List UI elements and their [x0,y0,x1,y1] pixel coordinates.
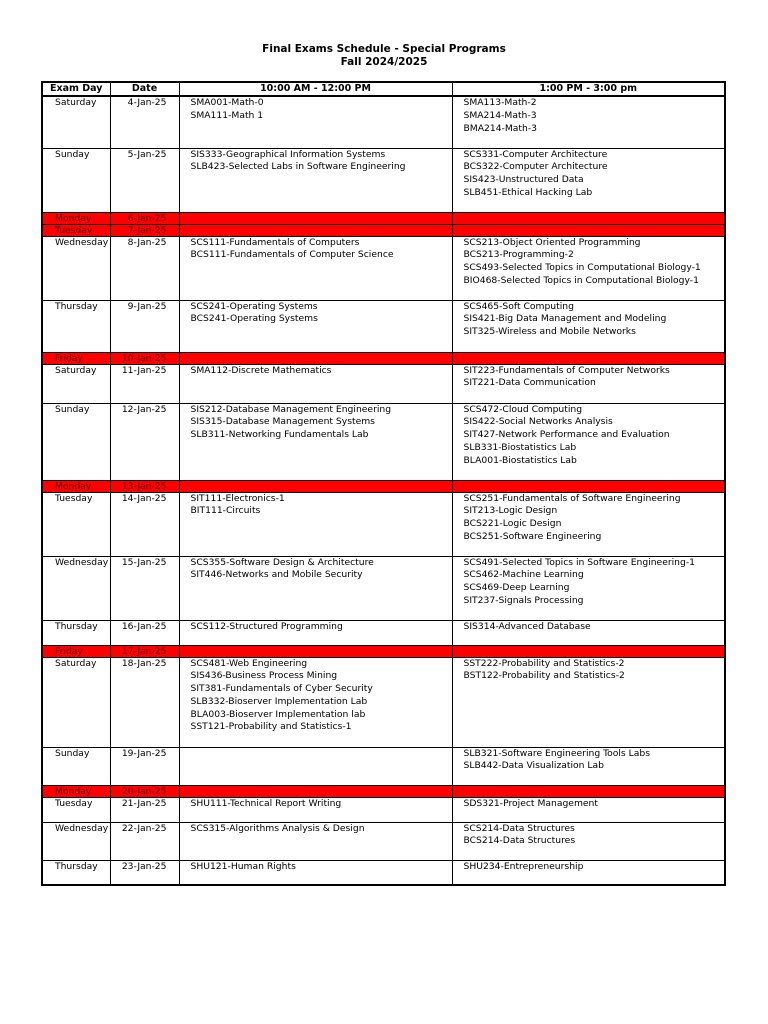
course-entry: SCS355-Software Design & Architecture [190,556,374,568]
afternoon-slot-cell [452,822,725,860]
holiday-row [42,480,725,492]
course-entry: SCS251-Fundamentals of Software Engineering [463,492,681,504]
course-entry: SIT223-Fundamentals of Computer Networks [463,364,670,376]
course-entry: SIT221-Data Communication [463,377,596,389]
morning-slot-cell [179,620,452,645]
course-entry: SHU234-Entrepreneurship [463,860,584,872]
exam-date-cell: 10-Jan-25 [110,352,179,364]
course-entry: SLB451-Ethical Hacking Lab [463,186,593,198]
afternoon-slot-cell [452,224,725,236]
holiday-row [42,645,725,657]
morning-slot-cell [179,212,452,224]
course-entry: SCS472-Cloud Computing [463,403,583,415]
exam-date-cell: 21-Jan-25 [110,797,179,822]
exam-row [42,556,725,620]
afternoon-slot-cell [452,797,725,822]
course-entry: SCS214-Data Structures [463,822,575,834]
exam-date-cell: 14-Jan-25 [110,492,179,556]
course-entry: SMA112-Discrete Mathematics [190,364,332,376]
course-entry: SCS241-Operating Systems [190,300,318,312]
exam-day-cell: Wednesday [42,236,110,300]
exam-date-cell: 4-Jan-25 [110,96,179,148]
course-entry: SIS421-Big Data Management and Modeling [463,313,667,325]
course-entry: SIT213-Logic Design [463,505,558,517]
afternoon-slot-cell [452,785,725,797]
holiday-row [42,352,725,364]
course-entry: BLA003-Bioserver Implementation lab [190,708,366,720]
exam-row [42,747,725,785]
exam-day-cell: Saturday [42,657,110,747]
course-entry: BCS251-Software Engineering [463,530,602,542]
morning-slot-cell [179,797,452,822]
afternoon-slot-cell [452,236,725,300]
course-entry: SLB331-Biostatistics Lab [463,441,577,453]
afternoon-slot-cell [452,352,725,364]
afternoon-slot-cell [452,747,725,785]
course-entry: SIS212-Database Management Engineering [190,403,392,415]
course-entry: SLB321-Software Engineering Tools Labs [463,747,650,759]
course-entry: SST222-Probability and Statistics-2 [463,657,625,669]
exam-day-cell: Sunday [42,148,110,212]
exam-row [42,403,725,480]
course-entry: SLB442-Data Visualization Lab [463,760,604,772]
course-entry: SCS315-Algorithms Analysis & Design [190,822,365,834]
header-morning-slot: 10:00 AM - 12:00 PM [179,82,452,96]
course-entry: BCS322-Computer Architecture [463,161,608,173]
exam-day-cell: Friday [42,645,110,657]
exam-date-cell: 19-Jan-25 [110,747,179,785]
course-entry: SLB423-Selected Labs in Software Engineering [190,161,406,173]
afternoon-slot-cell [452,403,725,480]
exam-schedule-table [41,81,726,886]
exam-date-cell: 7-Jan-25 [110,224,179,236]
exam-date-cell: 6-Jan-25 [110,212,179,224]
course-entry: SLB332-Bioserver Implementation Lab [190,695,368,707]
morning-slot-cell [179,352,452,364]
exam-day-cell: Saturday [42,96,110,148]
course-entry: SMA111-Math 1 [190,109,264,121]
page-subtitle: Fall 2024/2025 [340,56,428,68]
exam-row [42,96,725,148]
course-entry: BCS213-Programming-2 [463,249,574,261]
morning-slot-cell [179,492,452,556]
course-entry: SCS493-Selected Topics in Computational Biology-1 [463,262,701,274]
exam-date-cell: 13-Jan-25 [110,480,179,492]
morning-slot-cell [179,224,452,236]
afternoon-slot-cell [452,480,725,492]
exam-row [42,492,725,556]
course-entry: BIO468-Selected Topics in Computational Biology-1 [463,274,699,286]
course-entry: BCS214-Data Structures [463,835,576,847]
course-entry: SIS314-Advanced Database [463,620,591,632]
exam-day-cell: Thursday [42,620,110,645]
course-entry: SIT427-Network Performance and Evaluation [463,429,670,441]
schedule-body [42,96,725,885]
exam-day-cell: Thursday [42,300,110,352]
course-entry: SLB311-Networking Fundamentals Lab [190,429,369,441]
exam-day-cell: Tuesday [42,224,110,236]
afternoon-slot-cell [452,556,725,620]
exam-day-cell: Monday [42,480,110,492]
exam-row [42,860,725,885]
exam-day-cell: Monday [42,212,110,224]
exam-date-cell: 8-Jan-25 [110,236,179,300]
course-entry: SHU121-Human Rights [190,860,296,872]
exam-day-cell: Saturday [42,364,110,403]
morning-slot-cell [179,747,452,785]
course-entry: SCS213-Object Oriented Programming [463,236,641,248]
afternoon-slot-cell [452,492,725,556]
course-entry: SIS333-Geographical Information Systems [190,148,386,160]
morning-slot-cell [179,645,452,657]
course-entry: BIT111-Circuits [190,505,261,517]
course-entry: SCS111-Fundamentals of Computers [190,236,360,248]
exam-date-cell: 9-Jan-25 [110,300,179,352]
exam-date-cell: 20-Jan-25 [110,785,179,797]
header-exam-day: Exam Day [42,82,110,96]
exam-row [42,822,725,860]
morning-slot-cell [179,480,452,492]
course-entry: SIS422-Social Networks Analysis [463,416,613,428]
exam-row [42,300,725,352]
exam-row [42,620,725,645]
exam-date-cell: 11-Jan-25 [110,364,179,403]
exam-date-cell: 23-Jan-25 [110,860,179,885]
course-entry: BCS111-Fundamentals of Computer Science [190,249,394,261]
course-entry: SST121-Probability and Statistics-1 [190,721,352,733]
exam-row [42,657,725,747]
course-entry: BCS241-Operating Systems [190,313,318,325]
morning-slot-cell [179,236,452,300]
afternoon-slot-cell [452,645,725,657]
exam-date-cell: 12-Jan-25 [110,403,179,480]
morning-slot-cell [179,860,452,885]
course-entry: SIT381-Fundamentals of Cyber Security [190,683,373,695]
course-entry: SCS491-Selected Topics in Software Engineering-1 [463,556,695,568]
course-entry: SMA001-Math-0 [190,97,264,108]
morning-slot-cell [179,785,452,797]
course-entry: SIT237-Signals Processing [463,594,584,606]
exam-date-cell: 17-Jan-25 [110,645,179,657]
afternoon-slot-cell [452,620,725,645]
exam-day-cell: Monday [42,785,110,797]
course-entry: BCS221-Logic Design [463,518,562,530]
exam-row [42,148,725,212]
afternoon-slot-cell [452,860,725,885]
page-title: Final Exams Schedule - Special Programs [262,43,506,55]
exam-date-cell: 16-Jan-25 [110,620,179,645]
exam-day-cell: Thursday [42,860,110,885]
holiday-row [42,212,725,224]
morning-slot-cell [179,364,452,403]
afternoon-slot-cell [452,657,725,747]
morning-slot-cell [179,657,452,747]
header-row [42,82,725,96]
afternoon-slot-cell [452,212,725,224]
holiday-row [42,785,725,797]
course-entry: BST122-Probability and Statistics-2 [463,670,625,682]
afternoon-slot-cell [452,96,725,148]
exam-row [42,797,725,822]
course-entry: SCS465-Soft Computing [463,300,574,312]
course-entry: SIS315-Database Management Systems [190,416,375,428]
exam-row [42,236,725,300]
course-entry: SCS462-Machine Learning [463,569,584,581]
course-entry: SDS321-Project Management [463,797,598,809]
course-entry: BMA214-Math-3 [463,122,538,134]
exam-date-cell: 22-Jan-25 [110,822,179,860]
afternoon-slot-cell [452,300,725,352]
course-entry: SMA214-Math-3 [463,109,537,121]
afternoon-slot-cell [452,364,725,403]
morning-slot-cell [179,300,452,352]
course-entry: SIT446-Networks and Mobile Security [190,569,363,581]
course-entry: SHU111-Technical Report Writing [190,797,342,809]
exam-day-cell: Sunday [42,403,110,480]
afternoon-slot-cell [452,148,725,212]
morning-slot-cell [179,556,452,620]
morning-slot-cell [179,822,452,860]
course-entry: SMA113-Math-2 [463,97,537,108]
morning-slot-cell [179,403,452,480]
header-afternoon-slot: 1:00 PM - 3:00 pm [452,82,725,96]
course-entry: SIT325-Wireless and Mobile Networks [463,326,636,338]
exam-date-cell: 5-Jan-25 [110,148,179,212]
course-entry: BLA001-Biostatistics Lab [463,454,577,466]
course-entry: SCS481-Web Engineering [190,657,308,669]
exam-day-cell: Wednesday [42,822,110,860]
exam-day-cell: Sunday [42,747,110,785]
course-entry: SCS331-Computer Architecture [463,148,608,160]
exam-day-cell: Friday [42,352,110,364]
exam-day-cell: Tuesday [42,492,110,556]
course-entry: SIS423-Unstructured Data [463,174,584,186]
exam-date-cell: 18-Jan-25 [110,657,179,747]
exam-day-cell: Wednesday [42,556,110,620]
course-entry: SCS469-Deep Learning [463,582,570,594]
exam-day-cell: Tuesday [42,797,110,822]
morning-slot-cell [179,96,452,148]
exam-date-cell: 15-Jan-25 [110,556,179,620]
morning-slot-cell [179,148,452,212]
course-entry: SIS436-Business Process Mining [190,670,338,682]
exam-row [42,364,725,403]
header-date: Date [110,82,179,96]
course-entry: SIT111-Electronics-1 [190,492,285,504]
holiday-row [42,224,725,236]
course-entry: SCS112-Structured Programming [190,620,343,632]
